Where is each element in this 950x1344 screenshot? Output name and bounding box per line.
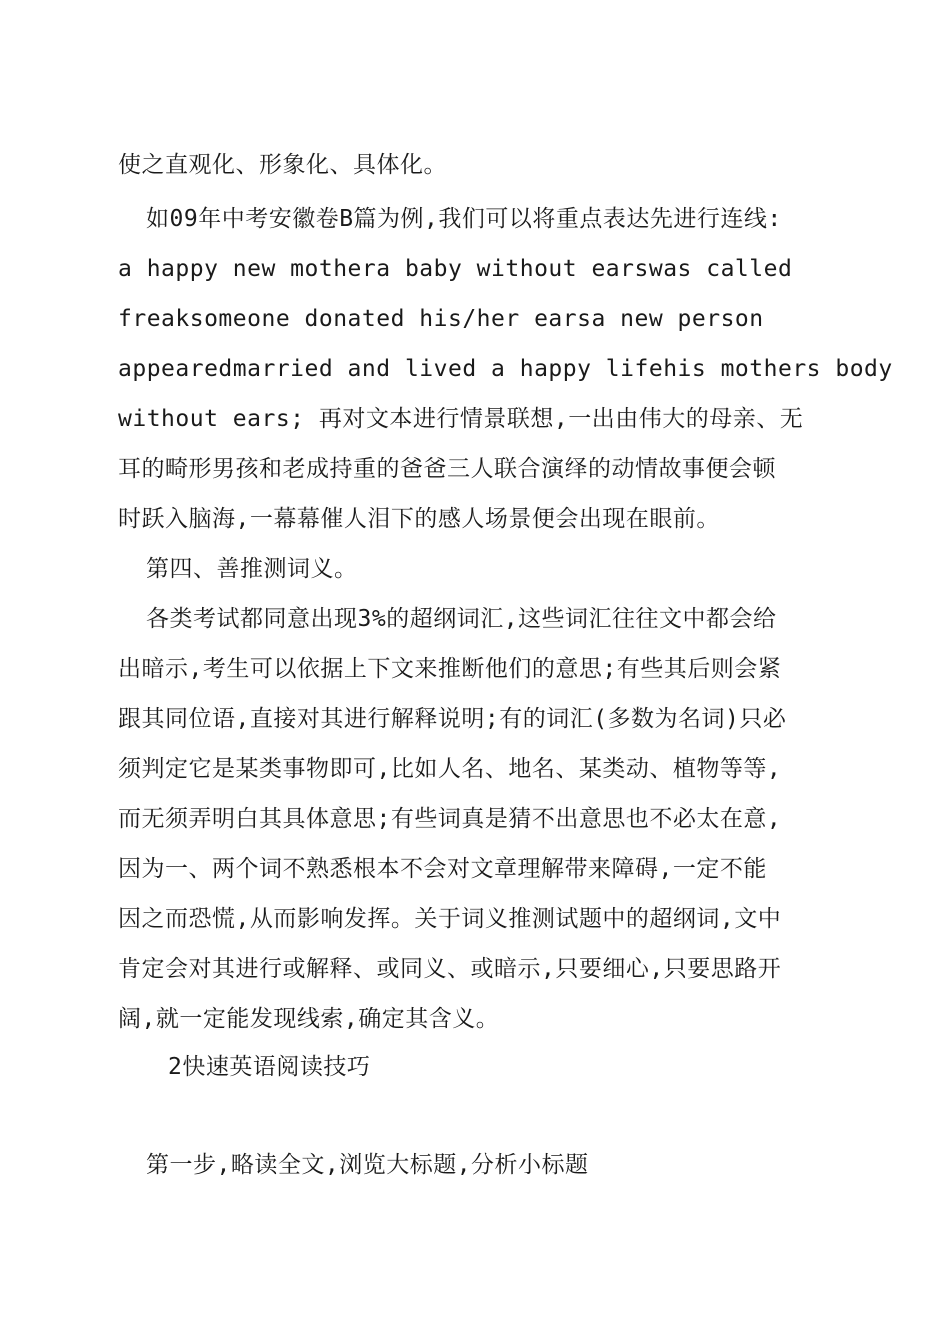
text-line-8: 时跃入脑海,一幕幕催人泪下的感人场景便会出现在眼前。 [118, 506, 720, 532]
text-line-13: 须判定它是某类事物即可,比如人名、地名、某类动、植物等等, [118, 756, 782, 782]
text-line-12: 跟其同位语,直接对其进行解释说明;有的词汇(多数为名词)只必 [118, 706, 787, 732]
text-line-16: 因之而恐慌,从而影响发挥。关于词义推测试题中的超纲词,文中 [118, 906, 782, 932]
text-line-17: 肯定会对其进行或解释、或同义、或暗示,只要细心,只要思路开 [118, 956, 782, 982]
text-line-7: 耳的畸形男孩和老成持重的爸爸三人联合演绎的动情故事便会顿 [118, 456, 776, 482]
text-line-18: 阔,就一定能发现线索,确定其含义。 [118, 1006, 500, 1032]
text-line-6: without ears; 再对文本进行情景联想,一出由伟大的母亲、无 [118, 406, 804, 432]
section-heading-4: 第四、善推测词义。 [146, 556, 358, 582]
text-line-3: a happy new mothera baby without earswas called [118, 256, 793, 282]
text-line-20: 第一步,略读全文,浏览大标题,分析小标题 [146, 1152, 589, 1178]
text-line-4: freaksomeone donated his/her earsa new person [118, 306, 764, 332]
text-line-14: 而无须弄明白其具体意思;有些词真是猜不出意思也不必太在意, [118, 806, 782, 832]
text-line-11: 出暗示,考生可以依据上下文来推断他们的意思;有些其后则会紧 [118, 656, 782, 682]
text-line-1: 使之直观化、形象化、具体化。 [118, 152, 447, 178]
text-line-2: 如09年中考安徽卷B篇为例,我们可以将重点表达先进行连线: [146, 206, 782, 232]
text-line-5: appearedmarried and lived a happy lifehis mothers body [118, 356, 893, 382]
text-line-10: 各类考试都同意出现3%的超纲词汇,这些词汇往往文中都会给 [146, 606, 777, 632]
section-heading: 2快速英语阅读技巧 [168, 1054, 371, 1080]
text-line-15: 因为一、两个词不熟悉根本不会对文章理解带来障碍,一定不能 [118, 856, 767, 882]
